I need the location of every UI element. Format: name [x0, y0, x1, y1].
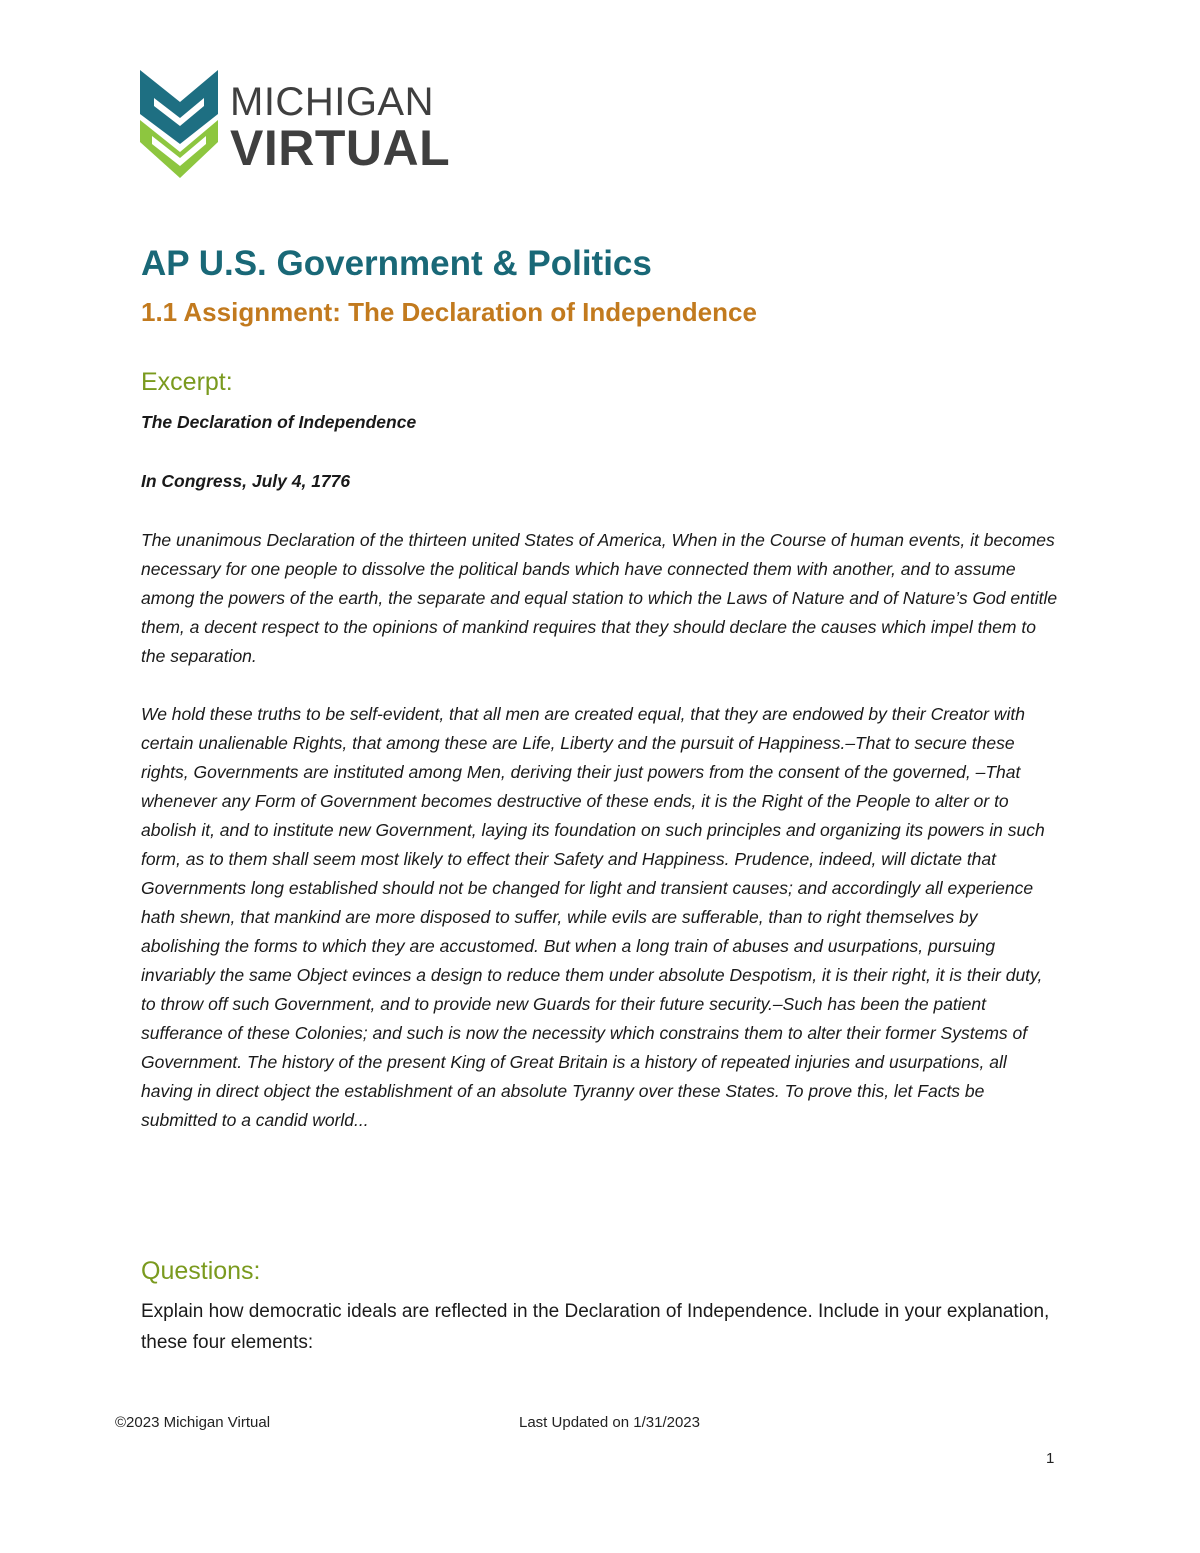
questions-heading: Questions: — [141, 1257, 261, 1285]
michigan-virtual-logo — [140, 68, 451, 186]
logo-text-michigan: MICHIGAN — [230, 80, 434, 124]
logo-mark-icon — [140, 68, 220, 183]
logo-text-virtual: VIRTUAL — [230, 120, 451, 176]
footer-copyright: ©2023 Michigan Virtual — [115, 1414, 271, 1431]
assignment-title: 1.1 Assignment: The Declaration of Independence — [141, 297, 757, 327]
document-date-line: In Congress, July 4, 1776 — [141, 471, 351, 491]
footer-last-updated: Last Updated on 1/31/2023 — [519, 1414, 700, 1431]
page-number: 1 — [1046, 1450, 1055, 1467]
course-title: AP U.S. Government & Politics — [141, 244, 652, 283]
document-title: The Declaration of Independence — [141, 412, 417, 432]
excerpt-paragraph-1: The unanimous Declaration of the thirteen united States of America, When in the Course of human events, it becomes necessary for one people to dissolve the political bands which have connected them with another, and to assume among the powers of the earth, the separate and equal station to which the Laws of Nature and of Nature’s God entitle them, a decent respect to the opinions of mankind requires that they should declare the causes which impel them to the separation. — [141, 530, 1058, 666]
excerpt-paragraph-2: We hold these truths to be self-evident, that all men are created equal, that they are endowed by their Creator with certain unalienable Rights, that among these are Life, Liberty and the pursuit of Happiness.–That to secure these rights, Governments are instituted among Men, deriving their just powers from the consent of the governed, –That whenever any Form of Government becomes destructive of these ends, it is the Right of the People to alter or to abolish it, and to institute new Government, laying its foundation on such principles and organizing its powers in such form, as to them shall seem most likely to effect their Safety and Happiness. Prudence, indeed, will dictate that Governments long established should not be changed for light and transient causes; and accordingly all experience hath shewn, that mankind are more disposed to suffer, while evils are sufferable, than to right themselves by abolishing the forms to which they are accustomed. But when a long train of abuses and usurpations, pursuing invariably the same Object evinces a design to reduce them under absolute Despotism, it is their right, it is their duty, to throw off such Government, and to provide new Guards for their future security.–Such has been the patient sufferance of these Colonies; and such is now the necessity which constrains them to alter their former Systems of Government. The history of the present King of Great Britain is a history of repeated injuries and usurpations, all having in direct object the establishment of an absolute Tyranny over these States. To prove this, let Facts be submitted to a candid world... — [141, 704, 1045, 1130]
question-prompt: Explain how democratic ideals are reflected in the Declaration of Independence. Include in your explanation, these four elements: — [141, 1301, 1050, 1353]
excerpt-heading: Excerpt: — [141, 368, 233, 396]
